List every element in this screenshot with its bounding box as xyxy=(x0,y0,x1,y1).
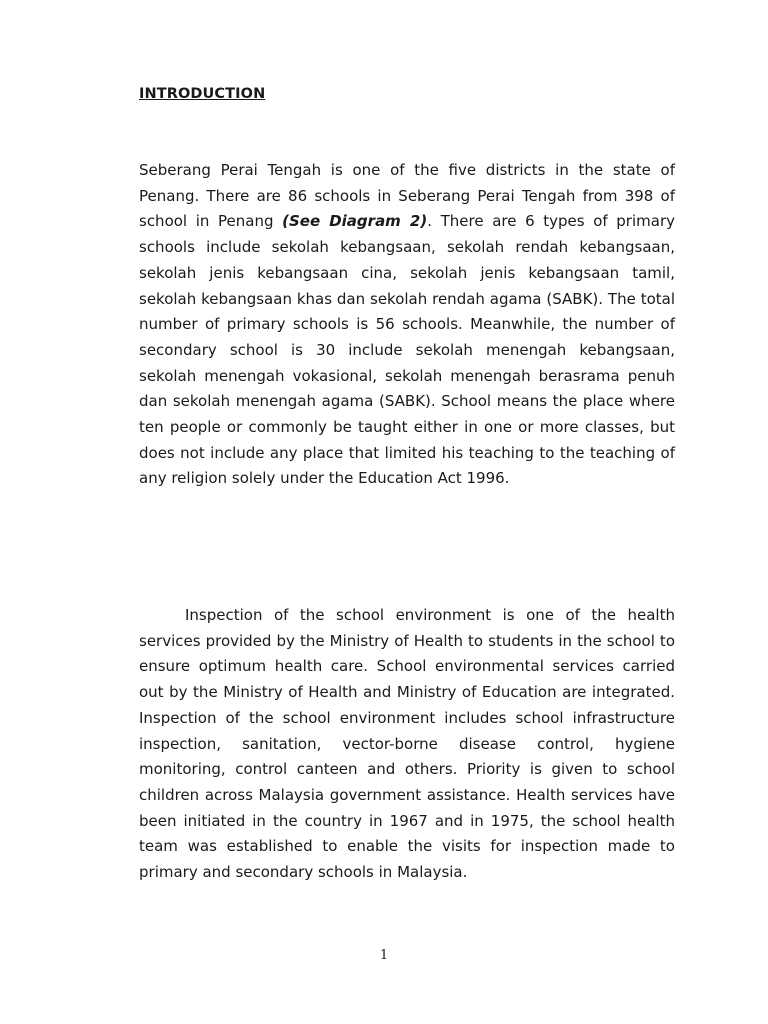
paragraph-text-start: Seberang Perai Tengah is one of the five districts in the state of Penang. There are 86 schools in Seberang Perai Tengah from 398 of school in Penang xyxy=(139,161,675,231)
diagram-reference: (See Diagram 2) xyxy=(282,212,428,231)
paragraph-text-end: . There are 6 types of primary schools include sekolah kebangsaan, sekolah rendah kebangsaan, sekolah jenis kebangsaan cina, sekolah jenis kebangsaan tamil, sekolah kebangsaan khas dan sekolah rendah agama (SABK). The total number of primary schools is 56 schools. Meanwhile, the number of secondary school is 30 include sekolah menengah kebangsaan, sekolah menengah vokasional, sekolah menengah berasrama penuh dan sekolah menengah agama (SABK). School means the place where ten people or commonly be taught either in one or more classes, but does not include any place that limited his teaching to the teaching of any religion solely under the Education Act 1996. xyxy=(139,212,675,488)
inspection-paragraph: Inspection of the school environment is one of the health services provided by the Ministry of Health to students in the school to ensure optimum health care. School environmental services carried out by the Ministry of Health and Ministry of Education are integrated. Inspection of the school environment includes school infrastructure inspection, sanitation, vector-borne disease control, hygiene monitoring, control canteen and others. Priority is given to school children across Malaysia government assistance. Health services have been initiated in the country in 1967 and in 1975, the school health team was established to enable the visits for inspection made to primary and secondary schools in Malaysia. xyxy=(139,606,675,882)
intro-paragraph xyxy=(139,158,675,492)
page-number: 1 xyxy=(379,948,389,963)
section-heading: INTRODUCTION xyxy=(139,86,266,102)
